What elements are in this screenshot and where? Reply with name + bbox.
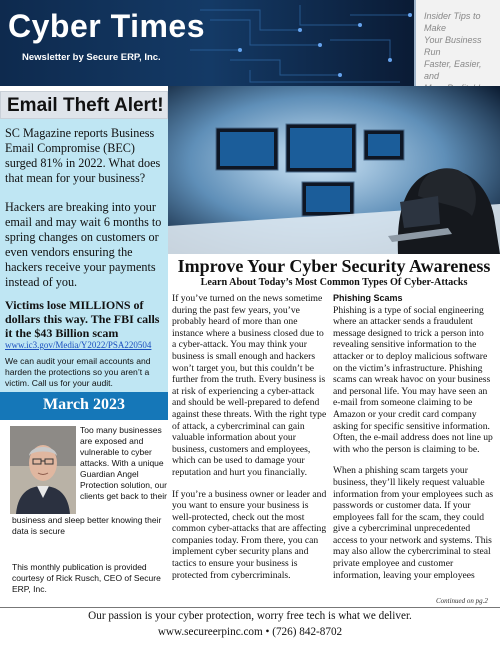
article-column-1 bbox=[172, 293, 327, 591]
left-sidebar bbox=[0, 119, 168, 392]
tagline-box bbox=[414, 0, 500, 86]
publication-credit: This monthly publication is provided courtesy of Rick Rusch, CEO of Secure ERP, Inc. bbox=[12, 562, 161, 594]
tagline-line: Insider Tips to Make bbox=[424, 11, 481, 33]
newsletter-title: Cyber Times bbox=[8, 8, 205, 44]
article-paragraph: If you’ve turned on the news sometime during the past few years, you’ve probably heard of more than one instance where a business closed due to a cyber-attack. You may think your business is small enough and hackers won’t target you, but this couldn’t be further from the truth. Every business is at risk of experiencing a cyber-attack and should be well-prepared to defend against these threats. With the right type of attack, a cybercriminal can gain valuable information about your business, customers and employees, which can be used to damage your reputation and hurt you financially. bbox=[172, 293, 327, 478]
article-subtitle: Learn About Today’s Most Common Types Of Cyber-Attacks bbox=[200, 277, 468, 288]
section-heading-phishing: Phishing Scams bbox=[333, 293, 403, 303]
bio-wrap-text: Too many businesses are exposed and vulnerable to cyber attacks. With a unique Guardian Angel Protection solution, our clients get back to their bbox=[80, 425, 167, 501]
bio-continued-text: business and sleep better knowing their data is secure bbox=[12, 515, 162, 536]
article-paragraph: Phishing is a type of social engineering where an attacker sends a fraudulent message designed to trick a person into revealing sensitive information to the attacker or to deploy malicious software on the victim’s infrastructure. Phishing scams can wreak havoc on your business and personal life. You may have seen an e-mail from someone claiming to be Amazon or your credit card company asking for specific sensitive information. Often, the e-mail address does not line up with who the person is claiming to be. bbox=[333, 304, 493, 455]
hacker-illustration bbox=[168, 86, 500, 254]
newsletter-subtitle: Newsletter by Secure ERP, Inc. bbox=[22, 52, 161, 63]
bio-section bbox=[0, 420, 168, 610]
article-title: Improve Your Cyber Security Awareness bbox=[177, 256, 491, 276]
article-headline-block bbox=[168, 256, 500, 288]
masthead bbox=[0, 0, 500, 86]
alert-heading: Email Theft Alert! bbox=[7, 95, 164, 116]
issue-date: March 2023 bbox=[43, 396, 125, 413]
portrait-image bbox=[10, 426, 76, 514]
alert-bold-text: Victims lose MILLIONS of dollars this way. The FBI calls it the $43 Billion scam bbox=[5, 298, 160, 340]
alert-paragraph: SC Magazine reports Business Email Compromise (BEC) surged 81% in 2022. What does that mean for your business? bbox=[5, 126, 161, 185]
article-paragraph: If you’re a business owner or leader and you want to ensure your business is well-protected, check out the most common cyber-attacks that are affecting companies today. From there, you can implement cyber security plans and tactics to ensure your business is protected from cybercriminals. bbox=[172, 488, 327, 581]
tagline-line: Faster, Easier, and bbox=[424, 59, 482, 81]
alert-paragraph: Hackers are breaking into your email and may wait 6 months to spring changes on customers or even vendors ensuring the hackers receive your payments instead of you. bbox=[5, 200, 162, 289]
ceo-photo bbox=[10, 426, 76, 514]
audit-text: We can audit your email accounts and harden the protections so you aren’t a victim. Call us for your audit. bbox=[5, 356, 151, 388]
hero-image bbox=[168, 86, 500, 254]
footer-contact: www.secureerpinc.com • (726) 842-8702 bbox=[157, 626, 343, 638]
article-paragraph: When a phishing scam targets your business, they’ll likely request valuable information from your employees such as passwords or customer data. If your employees fall for the scam, they could give a cybercriminal unprecedented access to your network and systems. This may also allow the cybercriminal to steal private employee and customer information, leaving your employees bbox=[333, 465, 494, 581]
footer-divider bbox=[0, 607, 500, 608]
tagline-line: Your Business Run bbox=[424, 35, 482, 57]
fbi-link[interactable]: www.ic3.gov/Media/Y2022/PSA220504 bbox=[5, 340, 152, 350]
continued-note: Continued on pg.2 bbox=[436, 597, 488, 605]
date-banner bbox=[0, 392, 168, 420]
footer-slogan: Our passion is your cyber protection, worry free tech is what we deliver. bbox=[88, 610, 412, 622]
article-column-2 bbox=[333, 293, 495, 591]
alert-heading-box bbox=[0, 91, 168, 119]
